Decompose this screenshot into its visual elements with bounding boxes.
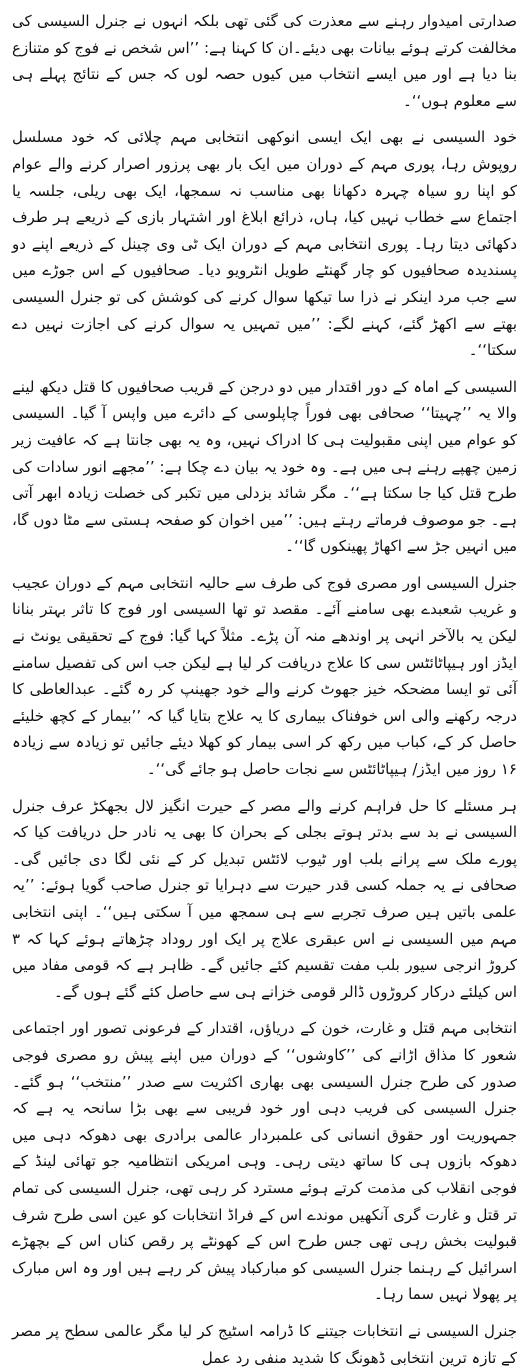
paragraph: جنرل السیسی اور مصری فوج کی طرف سے حالیہ انتخابی مہم کے دوران عجیب و غریب شعبدے بھی سامنے آئے۔ مقصد تو تھا السیسی اور فوج کا تاثر بہتر بنانا لیکن یہ بالآخر انہی پر اوندھے منہ آن پڑے۔ مثلاً کہا گیا: فوج کے تحقیقی یونٹ نے ایڈز اور ہیپاٹائٹس سی کا علاج دریافت کر لیا ہے لیکن جب اس کی تفصیل سامنے آئی تو ایسا مضحکہ خیز جھوٹ کرنے والے خود جھینپ کر رہ گئے۔ عبدالعاطی کا درجہ رکھنے والی اس خوفناک بیماری کا یہ علاج بتایا گیا کہ ’’بیمار کے کچھ خلیئے حاصل کر کے، کباب میں رکھ کر اسی بیمار کو کھلا دیئے جائیں تو زیادہ سے زیادہ ۱۶ روز میں ایڈز/ ہیپاٹائٹس سے نجات حاصل ہو جائے گی‘‘۔: [12, 573, 517, 779]
paragraph: خود السیسی نے بھی ایک ایسی انوکھی انتخابی مہم چلائی کہ خود مسلسل روپوش رہا، پوری مہم کے دوران میں ایک بار بھی پرزور اصرار کرنے والے عوام کو اپنا رو سیاہ چہرہ دکھانا بھی مناسب نہ سمجھا، ایک بھی ریلی، جلسہ یا اجتماع سے خطاب نہیں کیا، ہاں، ذرائع ابلاغ اور اشتہار بازی کے ذریعے ہر طرف دکھائی دیتا رہا۔ پوری انتخابی مہم کے دوران ایک ٹی وی چینل کے ذریعے اپنے دو پسندیدہ صحافیوں کو چار گھنٹے طویل انٹرویو دیا۔ صحافیوں کے اس جوڑے میں سے جب مرد اینکر نے ذرا سا تیکھا سوال کرنے کی کوشش کی تو جنرل السیسی بھتے سے اکھڑ گئے، کہنے لگے: ’’میں تمہیں یہ سوال کرنے کی اجازت نہیں دے سکتا‘‘۔: [12, 128, 517, 360]
paragraph: صدارتی امیدوار رہنے سے معذرت کی گئی تھی بلکہ انہوں نے جنرل السیسی کی مخالفت کرتے ہوئے بیانات بھی دیئے۔ان کا کہنا ہے: ’’اس شخص نے فوج کو متنازع بنا دیا ہے اور میں ایسے انتخاب میں کیوں حصہ لوں کہ جس کے نتائج پہلے ہی سے معلوم ہوں‘‘۔: [12, 12, 517, 110]
paragraph: ہر مسئلے کا حل فراہم کرنے والے مصر کے حیرت انگیز لال بجھکڑ عرف جنرل السیسی نے بد سے بدتر ہوتے بجلی کے بحران کا بھی یہ نادر حل دریافت کیا کہ پورے ملک سے پرانے بلب اور ٹیوب لائٹس تبدیل کر کے نئی لگا دی جائیں گی۔ صحافی نے یہ جملہ کسی قدر حیرت سے دہرایا تو جنرل صاحب گویا ہوئے: ’’یہ علمی باتیں ہیں صرف تجربے سے ہی سمجھ میں آ سکتی ہیں‘‘۔ اپنی انتخابی مہم میں السیسی نے اس عبقری علاج پر ایک اور روداد چڑھاتے ہوئے کہا کہ ۳ کروڑ انرجی سیور بلب مفت تقسیم کئے جائیں گے۔ ظاہر ہے کہ قومی مفاد میں اس کیلئے درکار کروڑوں ڈالر قومی خزانے ہی سے حاصل کئے گئے ہوں گے۔: [12, 796, 517, 1001]
paragraph: جنرل السیسی نے انتخابات جیتنے کا ڈرامہ اسٹیج کر لیا مگر عالمی سطح پر مصر کے تازہ ترین انتخابی ڈھونگ کا شدید منفی رد عمل: [12, 1321, 517, 1367]
paragraph: السیسی کے اماہ کے دور اقتدار میں دو درجن کے قریب صحافیوں کا قتل دیکھ لینے والا یہ ’’چہیتا‘‘ صحافی بھی فوراً چاپلوسی کے دائرے میں واپس آ گیا۔ السیسی کو عوام میں اپنی مقبولیت ہی کا ادراک نہیں، وہ یہ بھی جانتا ہے کہ عافیت زیر زمین چھپے رہنے ہی میں ہے۔ وہ خود یہ بیان دے چکا ہے: ’’مجھے انور سادات کی طرح قتل کیا جا سکتا ہے‘‘۔ مگر شائد بزدلی میں تکبر کی خصلت زیادہ ابھر آتی ہے۔ جو موصوف فرماتے رہتے ہیں: ’’میں اخوان کو صفحہ ہستی سے مٹا دوں گا، میں انہیں جڑ سے اکھاڑ پھینکوں گا‘‘۔: [12, 377, 517, 556]
paragraph: انتخابی مہم قتل و غارت، خون کے دریاؤں، اقتدار کے فرعونی تصور اور اجتماعی شعور کا مذاق اڑانے کی ’’کاوشوں‘‘ کے دوران میں اپنے پیش رو مصری فوجی صدور کی طرح جنرل السیسی بھی بھاری اکثریت سے صدر ’’منتخب‘‘ ہو گئے۔ جنرل السیسی کی فریب دہی اور خود فریبی سے بھی بڑا سانحہ یہ ہے کہ جمہوریت اور حقوق انسانی کی علمبردار عالمی برادری بھی دھوکہ دہی میں دھوکہ بازوں ہی کا ساتھ دیتی رہی۔ وہی امریکی انتظامیہ جو تھائی لینڈ کے فوجی انقلاب کی مذمت کرتے ہوئے مسترد کر رہی تھی، جنرل السیسی کی تمام تر قتل و غارت گری آنکھیں موندے اس کے فراڈ انتخابات کو عین اسی طرح شرف قبولیت بخش رہی تھی جس طرح اس کے کھونٹے پر رقص کناں اس کے بچھڑے اسرائیل کے رہنما جنرل السیسی کو مبارکباد پیش کر رہے ہیں اور وہ اس مبارک پر پھولا نہیں سما رہا۔: [12, 1019, 517, 1304]
